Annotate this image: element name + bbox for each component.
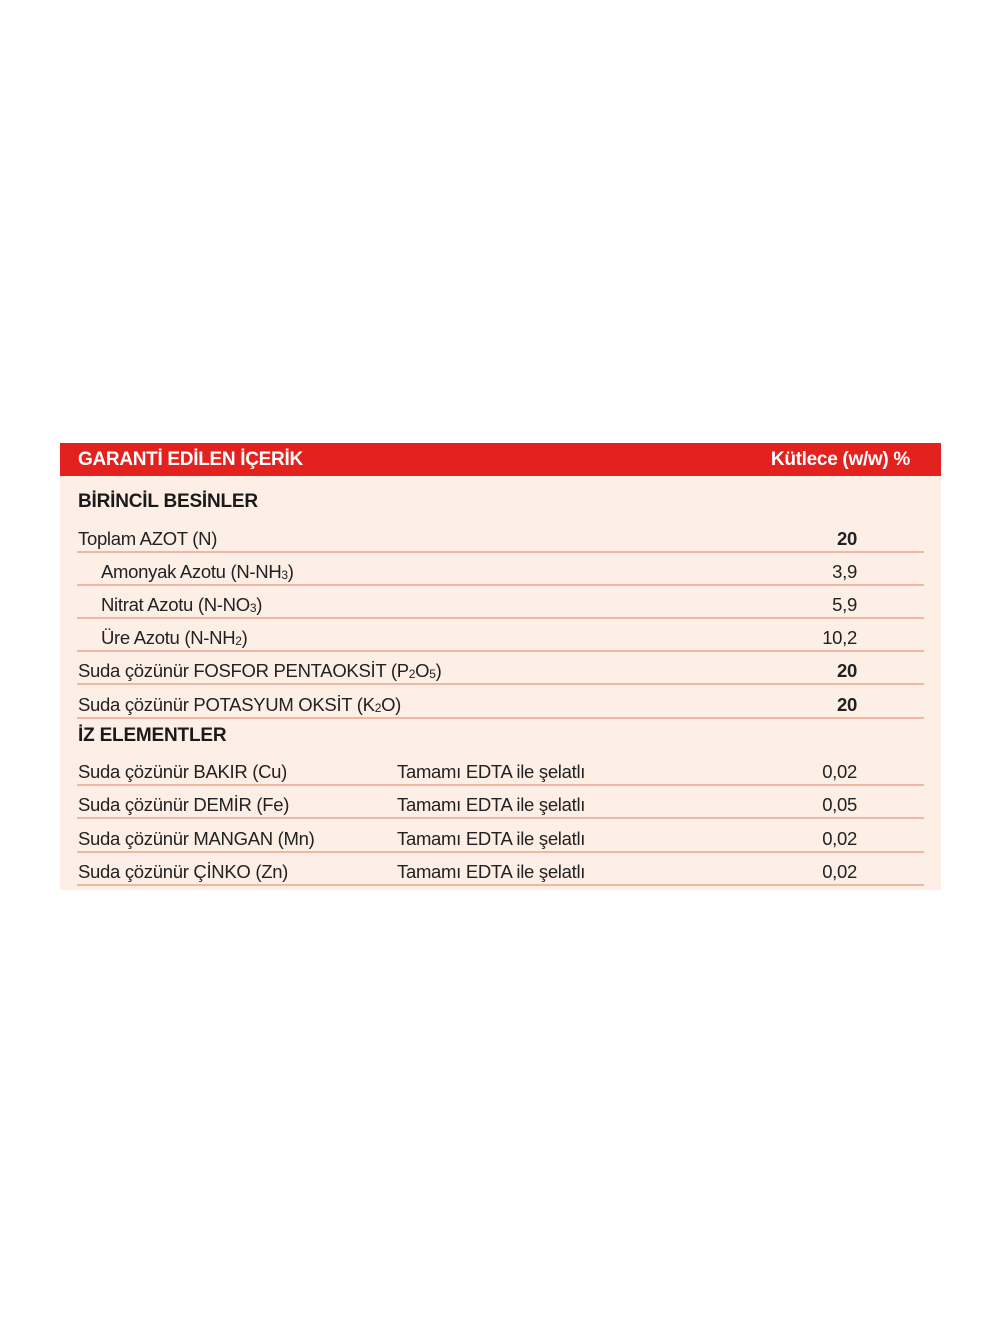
table-row bbox=[77, 553, 924, 586]
row-name: Nitrat Azotu $(N-NO_3)$ bbox=[101, 594, 263, 615]
table-row bbox=[77, 586, 924, 619]
row-value: 10,2 bbox=[822, 627, 857, 648]
row-value: 5,9 bbox=[832, 594, 857, 615]
guaranteed-content-table bbox=[60, 443, 941, 890]
row-name: Suda çözünür FOSFOR PENTAOKSİT $(P_2O_5)$ bbox=[78, 660, 442, 681]
table-row bbox=[77, 652, 924, 685]
row-value: 0,02 bbox=[822, 761, 857, 782]
unit-label: Kütlece (w/w) % bbox=[770, 449, 910, 470]
table-row bbox=[77, 520, 924, 553]
row-note: Tamamı EDTA ile şelatlı bbox=[397, 794, 586, 815]
table-row bbox=[77, 686, 924, 719]
row-name: Toplam AZOT (N) bbox=[78, 528, 218, 549]
row-note: Tamamı EDTA ile şelatlı bbox=[397, 828, 586, 849]
row-value: 20 bbox=[837, 528, 857, 549]
table-header bbox=[60, 443, 941, 476]
row-value: 0,05 bbox=[822, 794, 857, 815]
row-name: Suda çözünür POTASYUM OKSİT $(K_2O)$ bbox=[78, 694, 402, 715]
row-value: 0,02 bbox=[822, 828, 857, 849]
table-row bbox=[77, 753, 924, 786]
row-note: Tamamı EDTA ile şelatlı bbox=[397, 861, 586, 882]
row-value: 20 bbox=[837, 660, 857, 681]
table-title: GARANTİ EDİLEN İÇERİK bbox=[78, 449, 303, 470]
section-title-primary: BİRİNCİL BESİNLER bbox=[78, 491, 258, 512]
row-value: 3,9 bbox=[832, 561, 857, 582]
row-name: Üre Azotu $(N-NH_2)$ bbox=[101, 627, 248, 648]
row-value: 0,02 bbox=[822, 861, 857, 882]
table-row bbox=[77, 820, 924, 853]
row-name: Suda çözünür BAKIR (Cu) bbox=[78, 761, 288, 782]
row-name: Suda çözünür ÇİNKO (Zn) bbox=[78, 861, 289, 882]
row-value: 20 bbox=[837, 694, 857, 715]
row-name: Suda çözünür DEMİR (Fe) bbox=[78, 794, 290, 815]
row-name: Amonyak Azotu $(N-NH_3)$ bbox=[101, 561, 294, 582]
table-row bbox=[77, 786, 924, 819]
row-name: Suda çözünür MANGAN (Mn) bbox=[78, 828, 315, 849]
table-row bbox=[77, 619, 924, 652]
table-row bbox=[77, 853, 924, 886]
row-note: Tamamı EDTA ile şelatlı bbox=[397, 761, 586, 782]
section-title-trace: İZ ELEMENTLER bbox=[78, 725, 227, 746]
